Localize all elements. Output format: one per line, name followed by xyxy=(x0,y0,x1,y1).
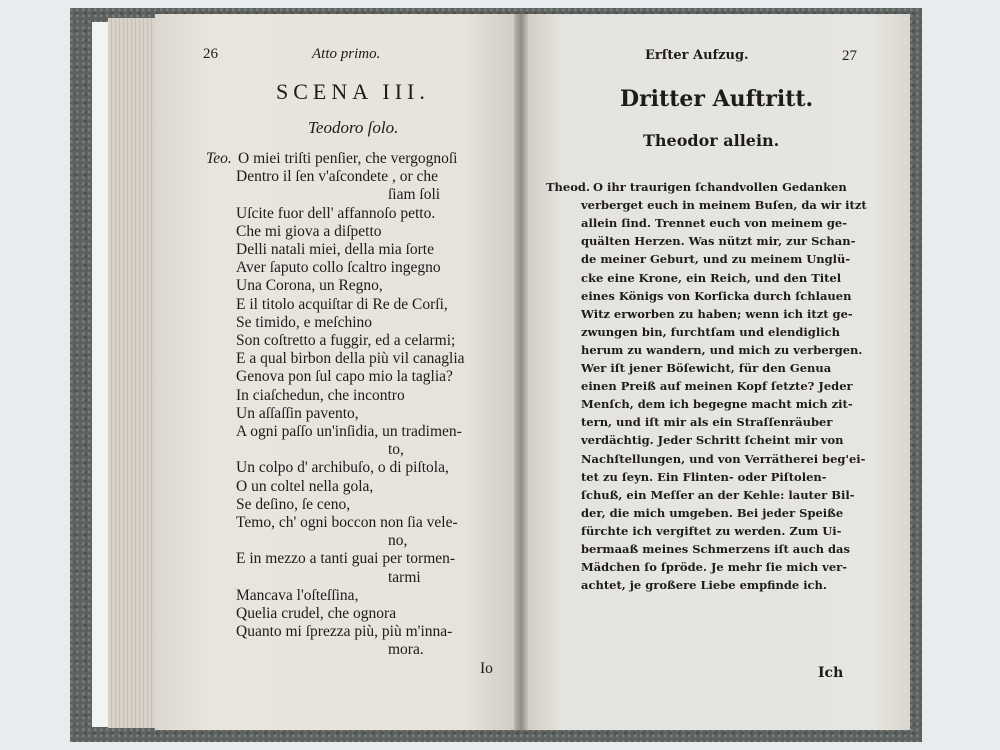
prose-line: O ihr traurigen ſchandvollen Gedanken xyxy=(593,180,847,194)
book-gutter xyxy=(514,14,528,730)
right-scene-title: Dritter Auftritt. xyxy=(620,86,814,112)
right-catchword: Ich xyxy=(818,665,844,681)
prose-line: eines Königs von Korſicka durch ſchlauen xyxy=(581,288,852,303)
verse-line: E in mezzo a tanti guai per tormen- xyxy=(236,550,456,568)
verse-line: Una Corona, un Regno, xyxy=(236,277,383,295)
verse-line: no, xyxy=(388,532,408,550)
prose-line: Menſch, dem ich begegne macht mich zit- xyxy=(581,397,853,412)
left-scene-title: SCENA III. xyxy=(276,79,430,104)
prose-line: achtet, je großere Liebe empfinde ich. xyxy=(581,578,827,593)
left-page-number: 26 xyxy=(203,46,218,62)
verse-line: Dentro il ſen v'aſcondete , or che xyxy=(236,168,439,186)
verse-line: to, xyxy=(388,441,404,459)
prose-line: allein ſind. Trennet euch von meinem ge- xyxy=(581,216,848,231)
verse-line: O un coltel nella gola, xyxy=(236,477,374,495)
verse-line: mora. xyxy=(388,641,424,659)
verse-line: Un colpo d' archibuſo, o di piſtola, xyxy=(236,459,449,477)
prose-line: herum zu wandern, und mich zu verbergen. xyxy=(581,342,863,357)
page-stack-edges xyxy=(108,18,160,728)
verse-line: Un aſſaſſin pavento, xyxy=(236,404,359,422)
verse-line: Delli natali miei, della mia ſorte xyxy=(236,241,434,258)
verse-line: Temo, ch' ogni boccon non ſia vele- xyxy=(236,514,458,531)
verse-line: In ciaſchedun, che incontro xyxy=(236,386,405,404)
verse-line: A ogni paſſo un'inſidia, un tradimen- xyxy=(236,423,462,440)
verse-line: Son coſtretto a fuggir, ed a celarmi; xyxy=(236,332,456,349)
right-running-head: Erſter Aufzug. xyxy=(645,48,749,63)
prose-line: einen Preiß auf meinen Kopf ſetzte? Jeder xyxy=(581,379,853,394)
verse-line: O miei triſti penſier, che vergognoſi xyxy=(238,150,458,167)
verse-line: tarmi xyxy=(388,568,421,586)
left-scene-subtitle: Teodoro ſolo. xyxy=(308,118,399,137)
prose-line: Wer iſt jener Böſewicht, für den Genua xyxy=(581,361,832,375)
verse-line: ſiam ſoli xyxy=(388,186,441,204)
prose-line: ſchuß, ein Meſſer an der Kehle: lauter Bil- xyxy=(581,487,855,502)
verse-line: Che mi giova a diſpetto xyxy=(236,222,382,240)
verse-line: Quanto mi ſprezza più, più m'inna- xyxy=(236,623,453,641)
verse-line: E il titolo acquiſtar di Re de Corſi, xyxy=(236,295,448,313)
prose-line: fürchte ich vergiftet zu werden. Zum Ui- xyxy=(581,523,842,538)
right-page-number: 27 xyxy=(842,48,857,64)
prose-line: zwungen bin, furchtſam und elendiglich xyxy=(581,324,840,339)
right-scene-subtitle: Theodor allein. xyxy=(643,131,780,150)
prose-line: Nachſtellungen, und von Verrätherei beg'ei- xyxy=(581,451,866,466)
prose-line: cke eine Krone, ein Reich, und den Titel xyxy=(581,270,842,285)
left-running-head: Atto primo. xyxy=(312,46,381,62)
verse-line: Quelia crudel, che ognora xyxy=(236,605,397,622)
prose-line: de meiner Geburt, und zu meinem Unglü- xyxy=(581,252,851,267)
prose-line: verberget euch in meinem Buſen, da wir itzt xyxy=(581,198,867,213)
prose-line: verdächtig. Jeder Schritt ſcheint mir von xyxy=(581,433,844,448)
prose-line: Witz erworben zu haben; wenn ich itzt ge- xyxy=(581,306,853,321)
verse-line: Se deſino, ſe ceno, xyxy=(236,495,351,513)
verse-line: E a qual birbon della più vil canaglia xyxy=(236,350,465,368)
left-speaker: Teo. xyxy=(206,150,232,167)
right-speaker: Theod. xyxy=(546,180,590,194)
prose-line: quälten Herzen. Was nützt mir, zur Schan- xyxy=(581,234,856,249)
prose-line: tet zu ſeyn. Ein Flinten- oder Piſtolen- xyxy=(581,469,827,484)
verse-line: Genova pon ſul capo mio la taglia? xyxy=(236,368,453,386)
prose-line: der, die mich umgeben. Bei jeder Speiße xyxy=(581,505,844,520)
prose-line: Mädchen ſo ſpröde. Je mehr ſie mich ver- xyxy=(581,560,848,575)
verse-line: Aver ſaputo collo ſcaltro ingegno xyxy=(236,259,441,277)
verse-line: Se timido, e meſchino xyxy=(236,313,373,331)
verse-line: Uſcite fuor dell' affannoſo petto. xyxy=(236,204,436,222)
left-catchword: Io xyxy=(480,660,493,677)
verse-line: Mancava l'oſteſſina, xyxy=(236,586,359,604)
prose-line: tern, und iſt mir als ein Straſſenräuber xyxy=(581,415,833,430)
prose-line: bermaaß meines Schmerzens iſt auch das xyxy=(581,542,850,556)
